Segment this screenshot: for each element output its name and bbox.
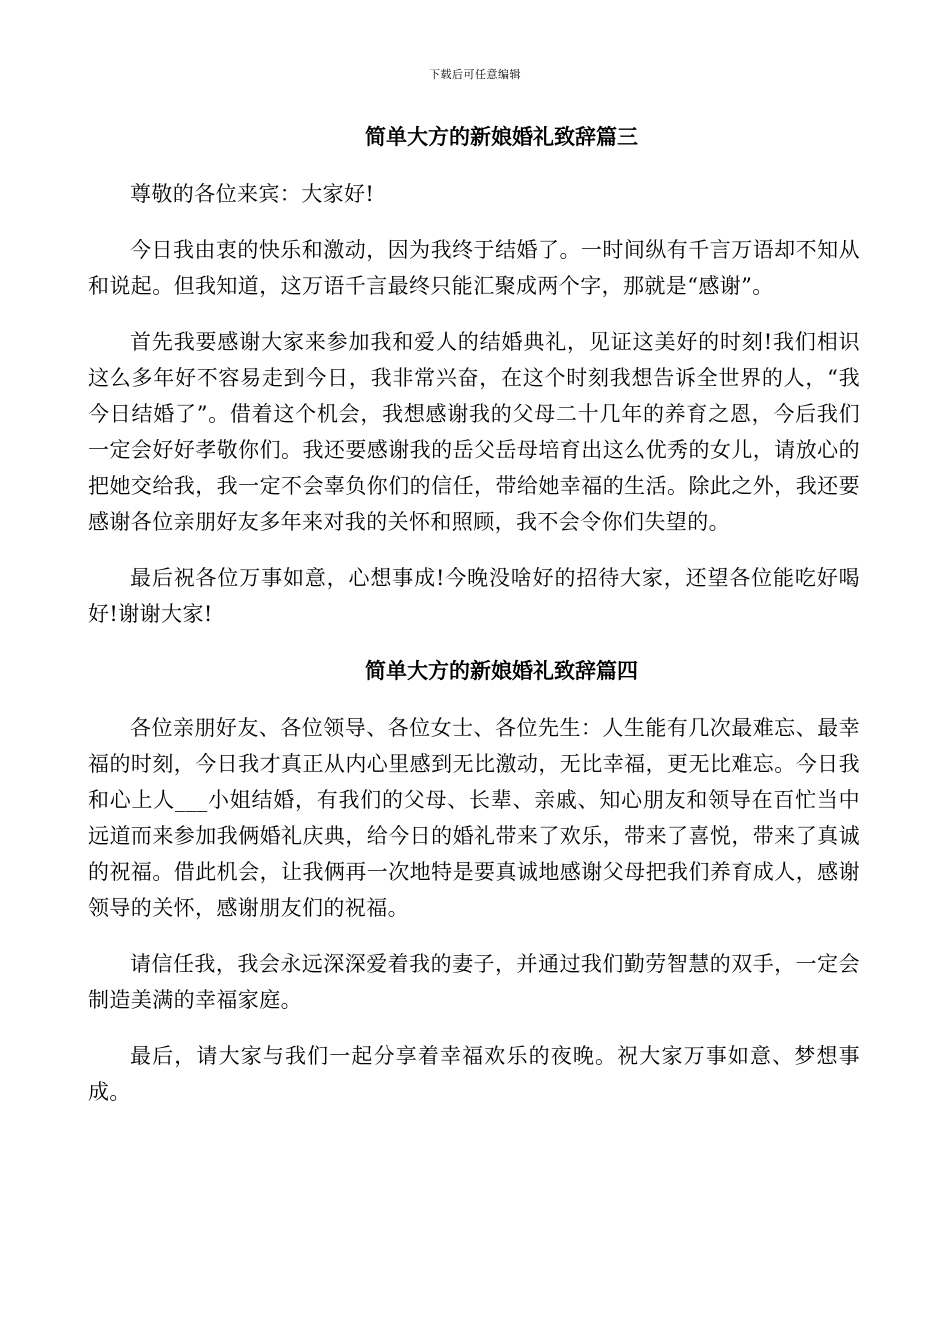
section-four xyxy=(88,652,860,1110)
document-body xyxy=(88,118,860,1130)
paragraph: 首先我要感谢大家来参加我和爱人的结婚典礼，见证这美好的时刻!我们相识这么多年好不容易走到今日，我非常兴奋，在这个时刻我想告诉全世界的人，“我今日结婚了”。借着这个机会，我想感谢我的父母二十几年的养育之恩，今后我们一定会好好孝敬你们。我还要感谢我的岳父岳母培育出这么优秀的女儿，请放心的把她交给我，我一定不会辜负你们的信任，带给她幸福的生活。除此之外，我还要感谢各位亲朋好友多年来对我的关怀和照顾，我不会令你们失望的。 xyxy=(88,330,860,534)
section-three xyxy=(88,118,860,632)
section-title: 简单大方的新娘婚礼致辞篇四 xyxy=(365,658,638,683)
paragraph: 最后祝各位万事如意，心想事成!今晚没啥好的招待大家，还望各位能吃好喝好!谢谢大家! xyxy=(88,566,860,626)
section-title: 简单大方的新娘婚礼致辞篇三 xyxy=(365,124,638,149)
paragraph: 各位亲朋好友、各位领导、各位女士、各位先生：人生能有几次最难忘、最幸福的时刻，今日我才真正从内心里感到无比激动，无比幸福，更无比难忘。今日我和心上人___小姐结婚，有我们的父母、长辈、亲戚、知心朋友和领导在百忙当中远道而来参加我俩婚礼庆典，给今日的婚礼带来了欢乐，带来了喜悦，带来了真诚的祝福。借此机会，让我俩再一次地特是要真诚地感谢父母把我们养育成人，感谢领导的关怀，感谢朋友们的祝福。 xyxy=(88,716,860,920)
paragraph: 尊敬的各位来宾：大家好! xyxy=(130,182,375,206)
paragraph: 请信任我，我会永远深深爱着我的妻子，并通过我们勤劳智慧的双手，一定会制造美满的幸福家庭。 xyxy=(88,952,860,1012)
header-note: 下载后可任意编辑 xyxy=(429,68,521,81)
paragraph: 最后，请大家与我们一起分享着幸福欢乐的夜晚。祝大家万事如意、梦想事成。 xyxy=(88,1044,860,1104)
paragraph: 今日我由衷的快乐和激动，因为我终于结婚了。一时间纵有千言万语却不知从和说起。但我知道，这万语千言最终只能汇聚成两个字，那就是“感谢”。 xyxy=(88,238,860,298)
